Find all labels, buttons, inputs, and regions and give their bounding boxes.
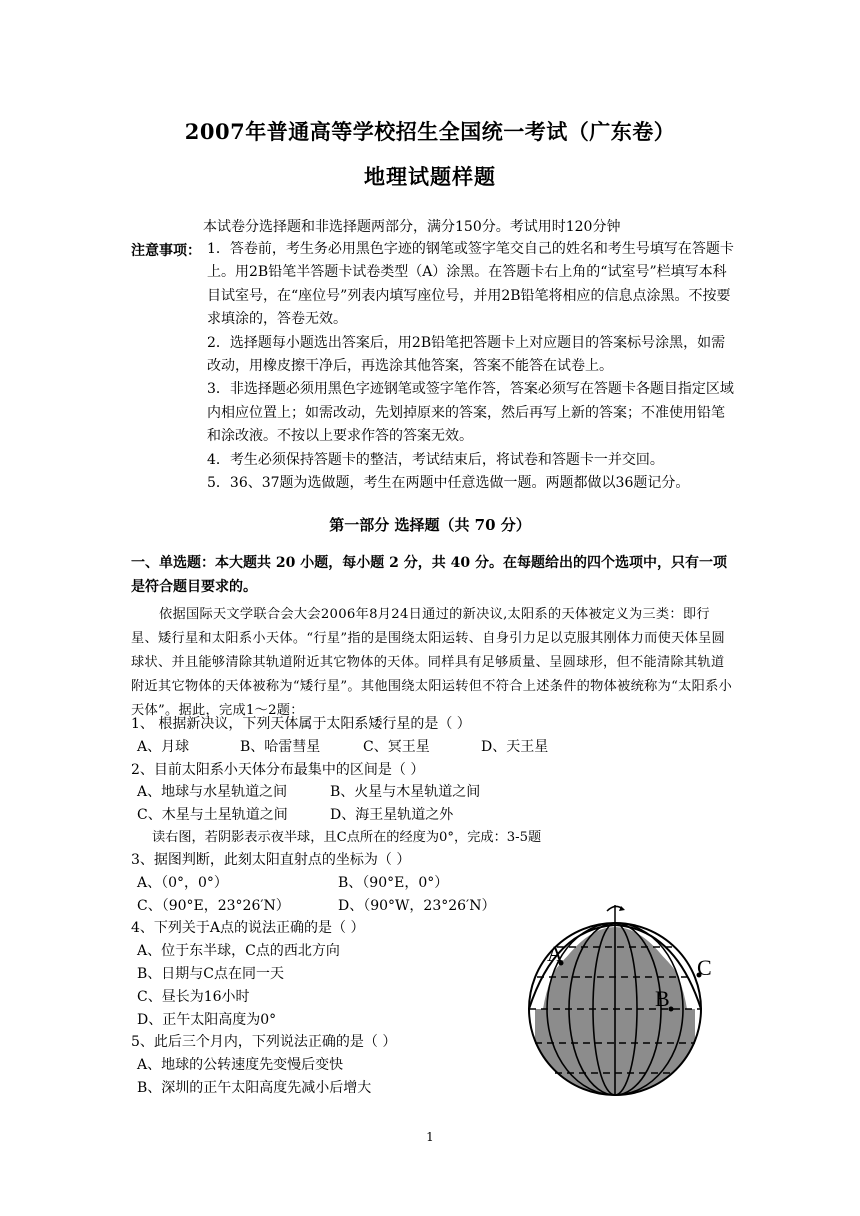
q1-option-a: A、月球: [137, 739, 190, 755]
q3-option-c: C、（90°E，23°26′N）: [137, 898, 290, 914]
q3-option-d: D、（90°W，23°26′N）: [338, 898, 496, 914]
q5-option-a: A、地球的公转速度先变慢后变快: [137, 1057, 344, 1073]
notice-list: [207, 238, 735, 495]
notice-item: 3．非选择题必须用黑色字迹钢笔或签字笔作答，答案必须写在答题卡各题目指定区域内相应位置上；如需改动，先划掉原来的答案，然后再写上新的答案；不准使用铅笔和涂改液。不按以上要求作答的答案无效。: [207, 381, 734, 445]
part-title: 第一部分 选择题（共 70 分）: [329, 516, 531, 534]
rotation-arrow-icon: [607, 905, 625, 923]
exam-title: 2007年普通高等学校招生全国统一考试（广东卷）: [184, 119, 676, 144]
notice-item: 2．选择题每小题选出答案后，用2B铅笔把答题卡上对应题目的答案标号涂黑，如需改动，用橡皮擦干净后，再选涂其他答案，答案不能答在试卷上。: [207, 334, 726, 375]
figure-note: 读右图，若阴影表示夜半球，且C点所在的经度为0°，完成：3-5题: [152, 830, 542, 845]
page-number: 1: [426, 1130, 434, 1144]
question-1-stem: 1、 根据新决议，下列天体属于太阳系矮行星的是（ ）: [131, 716, 471, 732]
notice-item: 1．答卷前，考生务必用黑色字迹的钢笔或签字笔交自己的姓名和考生号填写在答题卡上。用2B铅笔半答题卡试卷类型（A）涂黑。在答题卡右上角的“试室号”栏填写本科目试室号，在“座位号”列表内填写座位号，并用2B铅笔将相应的信息点涂黑。不按要求填涂的，答卷无效。: [207, 241, 734, 328]
q5-option-b: B、深圳的正午太阳高度先减小后增大: [137, 1080, 372, 1096]
q4-option-a: A、位于东半球，C点的西北方向: [137, 943, 340, 959]
q1-option-c: C、冥王星: [363, 739, 430, 755]
q2-option-b: B、火星与木星轨道之间: [330, 784, 481, 800]
q1-option-d: D、天王星: [481, 739, 549, 755]
label-c: C: [697, 955, 712, 980]
question-4-stem: 4、下列关于A点的说法正确的是（ ）: [131, 920, 365, 936]
q2-option-a: A、地球与水星轨道之间: [137, 784, 288, 800]
exam-intro: 本试卷分选择题和非选择题两部分，满分150分。考试用时120分钟: [203, 219, 621, 235]
q4-option-b: B、日期与C点在同一天: [137, 966, 284, 982]
q4-option-c: C、昼长为16小时: [137, 989, 250, 1005]
question-5-stem: 5、此后三个月内，下列说法正确的是（ ）: [131, 1034, 397, 1050]
question-3-stem: 3、据图判断，此刻太阳直射点的坐标为（ ）: [131, 852, 411, 868]
label-b: B: [655, 986, 670, 1011]
question-2-stem: 2、目前太阳系小天体分布最集中的区间是（ ）: [131, 762, 425, 778]
label-a: A: [547, 941, 563, 966]
notice-item: 4．考生必须保持答题卡的整洁，考试结束后，将试卷和答题卡一并交回。: [207, 451, 664, 468]
notice-label: 注意事项：: [131, 243, 201, 259]
q4-option-d: D、正午太阳高度为0°: [137, 1012, 277, 1028]
q3-option-b: B、（90°E，0°）: [338, 875, 449, 891]
section-heading: 一、单选题：本大题共 20 小题，每小题 2 分，共 40 分。在每题给出的四个选项中，只有一项是符合题目要求的。: [131, 555, 727, 595]
reading-passage: 依据国际天文学联合会大会2006年8月24日通过的新决议,太阳系的天体被定义为三类：即行星、矮行星和太阳系小天体。“行星”指的是围绕太阳运转、自身引力足以克服其刚体力而使天体呈圆球状、并且能够清除其轨道附近其它物体的天体。同样具有足够质量、呈圆球形，但不能清除其轨道附近其它物体的天体被称为“矮行星”。其他围绕太阳运转但不符合上述条件的物体被统称为“太阳系小天体”。据此，完成1～2题：: [131, 607, 733, 718]
q2-option-c: C、木星与土星轨道之间: [137, 807, 288, 823]
q2-option-d: D、海王星轨道之外: [330, 807, 454, 823]
notice-item: 5．36、37题为选做题，考生在两题中任意选做一题。两题都做以36题记分。: [207, 475, 690, 492]
globe-figure: [515, 897, 720, 1097]
q3-option-a: A、（0°，0°）: [137, 875, 228, 891]
q1-option-b: B、哈雷彗星: [240, 739, 321, 755]
exam-subtitle: 地理试题样题: [364, 164, 496, 189]
